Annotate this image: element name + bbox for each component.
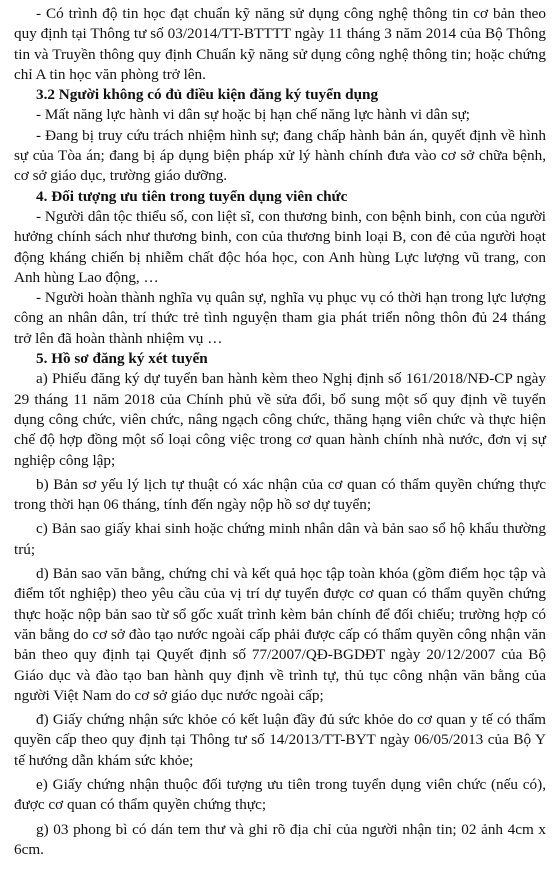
- ineligible-criminal: - Đang bị truy cứu trách nhiệm hình sự; đang chấp hành bản án, quyết định về hình sự của Tòa án; đang bị áp dụng biện pháp xử lý hành chính đưa vào cơ sở chữa bệnh, cơ sở giáo dục, trường giáo dưỡng.: [14, 126, 546, 185]
- dossier-item-dd: đ) Giấy chứng nhận sức khỏe có kết luận đầy đủ sức khỏe do cơ quan y tế có thẩm quyền cấp theo quy định tại Thông tư số 14/2013/TT-BYT ngày 06/05/2013 của Bộ Y tế hướng dẫn khám sức khỏe;: [14, 711, 546, 769]
- ineligible-civil-capacity: - Mất năng lực hành vi dân sự hoặc bị hạn chế năng lực hành vi dân sự;: [36, 106, 471, 124]
- section-heading-ineligible: 3.2 Người không có đủ điều kiện đăng ký tuyển dụng: [36, 86, 379, 104]
- dossier-item-b: b) Bản sơ yếu lý lịch tự thuật có xác nhận của cơ quan có thẩm quyền chứng thực trong thời hạn 06 tháng, tính đến ngày nộp hồ sơ dự tuyển;: [14, 475, 546, 514]
- dossier-item-a: a) Phiếu đăng ký dự tuyển ban hành kèm theo Nghị định số 161/2018/NĐ-CP ngày 29 tháng 11 năm 2018 của Chính phủ về sửa đổi, bổ sung một số quy định về tuyển dụng công chức, viên chức, nâng ngạch công chức, thăng hạng viên chức và thực hiện chế độ hợp đồng một số loại công việc trong cơ quan hành chính nhà nước, đơn vị sự nghiệp công lập;: [14, 370, 546, 469]
- dossier-item-e: e) Giấy chứng nhận thuộc đối tượng ưu tiên trong tuyển dụng viên chức (nếu có), được cơ quan có thẩm quyền chứng thực;: [14, 775, 546, 814]
- dossier-item-d: d) Bản sao văn bằng, chứng chỉ và kết quả học tập toàn khóa (gồm điểm học tập và điểm tốt nghiệp) theo yêu cầu của vị trí dự tuyển được cơ quan có thẩm quyền chứng thực hoặc nộp bản sao từ sổ gốc xuất trình kèm bản chính để đối chiếu; trường hợp có văn bằng do cơ sở đào tạo nước ngoài cấp phải được cấp có thẩm quyền công nhận văn bản theo quy định tại Quyết định số 77/2007/QĐ-BGDĐT ngày 20/12/2007 của Bộ Giáo dục và đào tạo ban hành quy định về trình tự, thủ tục công nhận văn bằng của người Việt Nam do cơ sở giáo dục nước ngoài cấp;: [14, 565, 546, 704]
- dossier-item-g: g) 03 phong bì có dán tem thư và ghi rõ địa chỉ của người nhận tin; 02 ảnh 4cm x 6cm.: [14, 820, 546, 858]
- dossier-item-c: c) Bản sao giấy khai sinh hoặc chứng minh nhân dân và bản sao sổ hộ khẩu thường trú;: [14, 520, 546, 558]
- priority-ethnic-families: - Người dân tộc thiểu số, con liệt sĩ, con thương binh, con bệnh binh, con của người hưởng chính sách như thương binh, con của thương binh loại B, con đẻ của người hoạt động kháng chiến bị nhiễm chất độc hóa học, con Anh hùng Lực lượng vũ trang, con Anh hùng Lao động, …: [14, 207, 546, 286]
- priority-military-service: - Người hoàn thành nghĩa vụ quân sự, nghĩa vụ phục vụ có thời hạn trong lực lượng công an nhân dân, trí thức trẻ tình nguyện tham gia phát triển nông thôn đủ 24 tháng trở lên đã hoàn thành nhiệm vụ …: [14, 289, 546, 347]
- section-heading-priority: 4. Đối tượng ưu tiên trong tuyển dụng viên chức: [36, 187, 348, 205]
- section-heading-dossier: 5. Hồ sơ đăng ký xét tuyển: [36, 350, 208, 368]
- requirement-it-skills: - Có trình độ tin học đạt chuẩn kỹ năng sử dụng công nghệ thông tin cơ bản theo quy định tại Thông tư số 03/2014/TT-BTTTT ngày 11 tháng 3 năm 2014 của Bộ Thông tin và Truyền thông quy định Chuẩn kỹ năng sử dụng công nghệ thông tin; hoặc chứng chỉ A tin học văn phòng trở lên.: [14, 5, 546, 83]
